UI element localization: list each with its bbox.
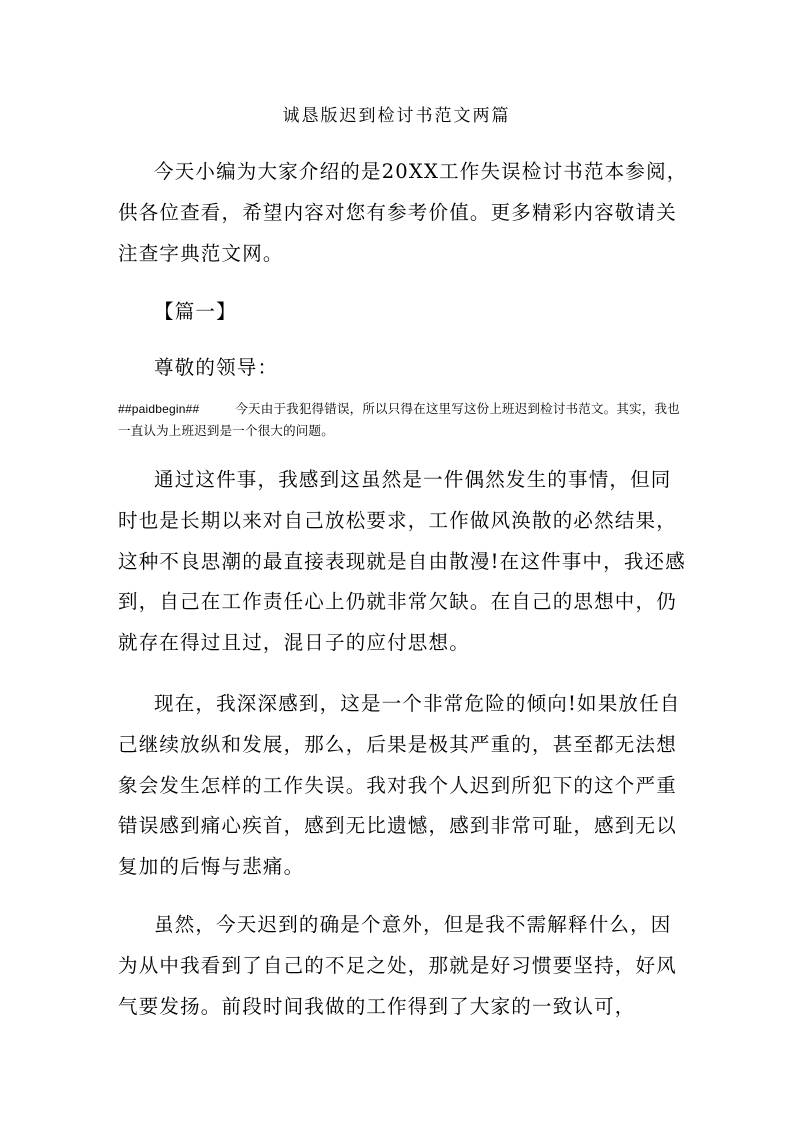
section-heading-block [118,292,690,333]
intro-text: 今天小编为大家介绍的是20XX工作失误检讨书范本参阅，供各位查看，希望内容对您有参考价值。更多精彩内容敬请关注查字典范文网。 [118,160,688,265]
body-paragraph-2 [118,684,690,888]
salutation: 尊敬的领导： [154,356,279,379]
small-paragraph-text: 今天由于我犯得错误，所以只得在这里写这份上班迟到检讨书范文。其实，我也一直认为上班迟到是一个很大的问题。 [118,401,680,438]
document-title: 诚恳版迟到检讨书范文两篇 [282,106,511,126]
paid-marker: ##paidbegin## [118,402,200,416]
body-paragraph-3 [118,905,690,1027]
section-heading: 【篇一】 [154,300,237,323]
body-paragraph-1 [118,460,690,664]
intro-paragraph [118,152,690,274]
small-paragraph [118,398,690,442]
paragraph-3-text: 虽然，今天迟到的确是个意外，但是我不需解释什么，因为从中我看到了自己的不足之处，那就是好习惯要坚持，好风气要发扬。前段时间我做的工作得到了大家的一致认可， [118,913,677,1018]
salutation-block [118,348,690,389]
paragraph-2-text: 现在，我深深感到，这是一个非常危险的倾向!如果放任自己继续放纵和发展，那么，后果是极其严重的，甚至都无法想象会发生怎样的工作失误。我对我个人迟到所犯下的这个严重错误感到痛心疾首，感到无比遗憾，感到非常可耻，感到无以复加的后悔与悲痛。 [118,692,681,879]
paragraph-1-text: 通过这件事，我感到这虽然是一件偶然发生的事情，但同时也是长期以来对自己放松要求，工作做风涣散的必然结果，这种不良思潮的最直接表现就是自由散漫!在这件事中，我还感到，自己在工作责任心上仍就非常欠缺。在自己的思想中，仍就存在得过且过，混日子的应付思想。 [118,468,686,655]
